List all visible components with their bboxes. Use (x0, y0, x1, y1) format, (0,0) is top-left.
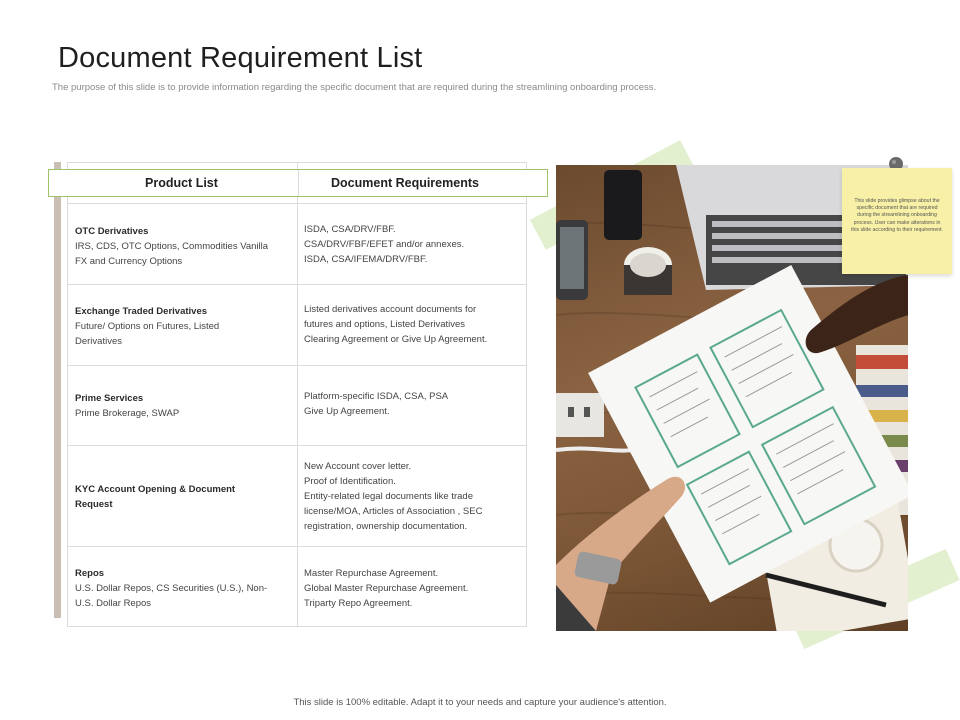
product-title: Repos (75, 568, 105, 579)
product-line: Derivatives (75, 336, 122, 347)
left-accent-bar (54, 162, 61, 618)
requirement-line: Global Master Repurchase Agreement. (304, 583, 469, 594)
table-row (67, 284, 527, 365)
requirement-line: Listed derivatives account documents for (304, 304, 477, 315)
product-title: Exchange Traded Derivatives (75, 306, 208, 317)
product-line: U.S. Dollar Repos (75, 598, 152, 609)
header-product-list: Product List (145, 176, 218, 190)
product-title-continued: Request (75, 499, 113, 510)
sticky-note (842, 168, 952, 274)
slide-subtitle: The purpose of this slide is to provide information regarding the specific document that are required during the streamlining onboarding process. (52, 82, 657, 93)
header-document-requirements: Document Requirements (331, 176, 479, 190)
product-cell (75, 482, 290, 512)
requirement-line: Clearing Agreement or Give Up Agreement. (304, 334, 488, 345)
product-line: FX and Currency Options (75, 256, 183, 267)
product-line: U.S. Dollar Repos, CS Securities (U.S.), Non- (75, 583, 268, 594)
requirement-line: Triparty Repo Agreement. (304, 598, 413, 609)
requirement-cell (304, 566, 519, 611)
requirement-line: CSA/DRV/FBF/EFET and/or annexes. (304, 239, 465, 250)
product-cell (75, 224, 290, 269)
product-title: OTC Derivatives (75, 226, 149, 237)
product-line: Future/ Options on Futures, Listed (75, 321, 220, 332)
requirement-cell (304, 459, 519, 534)
requirement-line: futures and options, Listed Derivatives (304, 319, 466, 330)
table-row (67, 445, 527, 546)
table-header-row (48, 169, 548, 197)
requirement-line: Master Repurchase Agreement. (304, 568, 439, 579)
table-row (67, 203, 527, 284)
product-cell (75, 566, 290, 611)
requirement-cell (304, 302, 519, 347)
product-cell (75, 391, 290, 421)
requirement-cell (304, 222, 519, 267)
requirement-line: license/MOA, Articles of Association , SEC (304, 506, 483, 517)
requirement-line: Give Up Agreement. (304, 406, 390, 417)
product-title: KYC Account Opening & Document (75, 484, 236, 495)
product-line: IRS, CDS, OTC Options, Commodities Vanilla (75, 241, 269, 252)
requirement-line: Proof of Identification. (304, 476, 396, 487)
slide-title: Document Requirement List (58, 42, 423, 74)
requirement-line: registration, ownership documentation. (304, 521, 468, 532)
slide-footer: This slide is 100% editable. Adapt it to your needs and capture your audience's attention. (293, 697, 667, 708)
product-title: Prime Services (75, 393, 144, 404)
product-cell (75, 304, 290, 349)
table-row (67, 365, 527, 445)
requirement-line: ISDA, CSA/DRV/FBF. (304, 224, 396, 235)
requirement-line: Platform-specific ISDA, CSA, PSA (304, 391, 449, 402)
requirement-cell (304, 389, 519, 419)
product-line: Prime Brokerage, SWAP (75, 408, 180, 419)
requirement-line: New Account cover letter. (304, 461, 412, 472)
sticky-note-text: This slide provides glimpse about the specific document that are required during the streamlining onboarding process. User can make alterations in this slide according to their requirement. (851, 198, 943, 233)
requirement-line: Entity-related legal documents like trade (304, 491, 473, 502)
header-divider (298, 170, 299, 196)
requirement-line: ISDA, CSA/IFEMA/DRV/FBF. (304, 254, 428, 265)
table-row (67, 546, 527, 627)
